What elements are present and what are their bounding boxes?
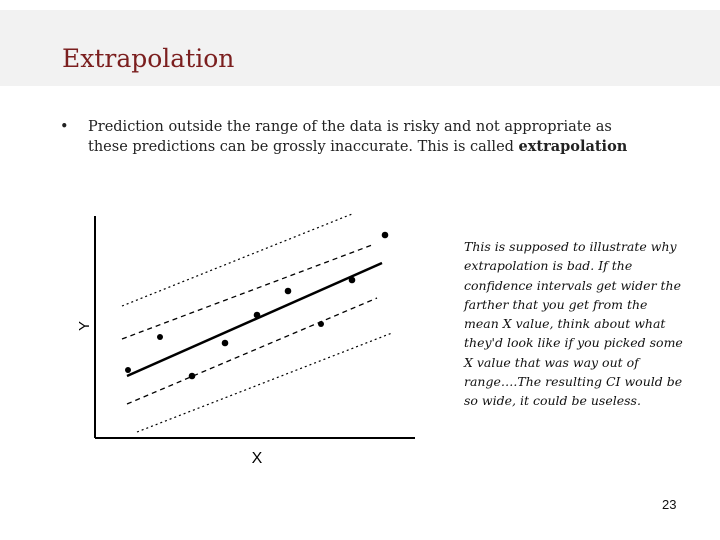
data-point <box>157 334 163 340</box>
y-axis-label: Y <box>76 320 93 332</box>
data-point <box>189 373 196 380</box>
x-axis-label: X <box>251 450 263 467</box>
data-point <box>285 288 292 295</box>
data-point <box>125 367 131 373</box>
figure-caption: This is supposed to illustrate why extrapolation is bad. If the confidence intervals get wider the farther that you get from the mean X value, think about what they'd look like if you picked some X value that was way out of range….The resulting CI would be so wide, it could be useless. <box>464 239 683 409</box>
page-number: 23 <box>662 497 677 512</box>
slide-title: Extrapolation <box>62 44 235 73</box>
lower-outer-band <box>137 333 392 432</box>
upper-inner-band <box>122 245 372 339</box>
bullet-text-main: Prediction outside the range of the data is risky and not appropriate as these predictions can be grossly inaccurate. This is called <box>88 119 612 155</box>
data-point <box>318 321 324 327</box>
bullet-text-bold: extrapolation <box>518 138 628 155</box>
data-point <box>382 232 389 239</box>
lower-inner-band <box>127 298 377 404</box>
bullet-marker: • <box>60 119 69 135</box>
data-point <box>349 277 356 284</box>
regression-line <box>127 263 382 376</box>
data-point <box>254 312 261 319</box>
data-point <box>222 340 229 347</box>
